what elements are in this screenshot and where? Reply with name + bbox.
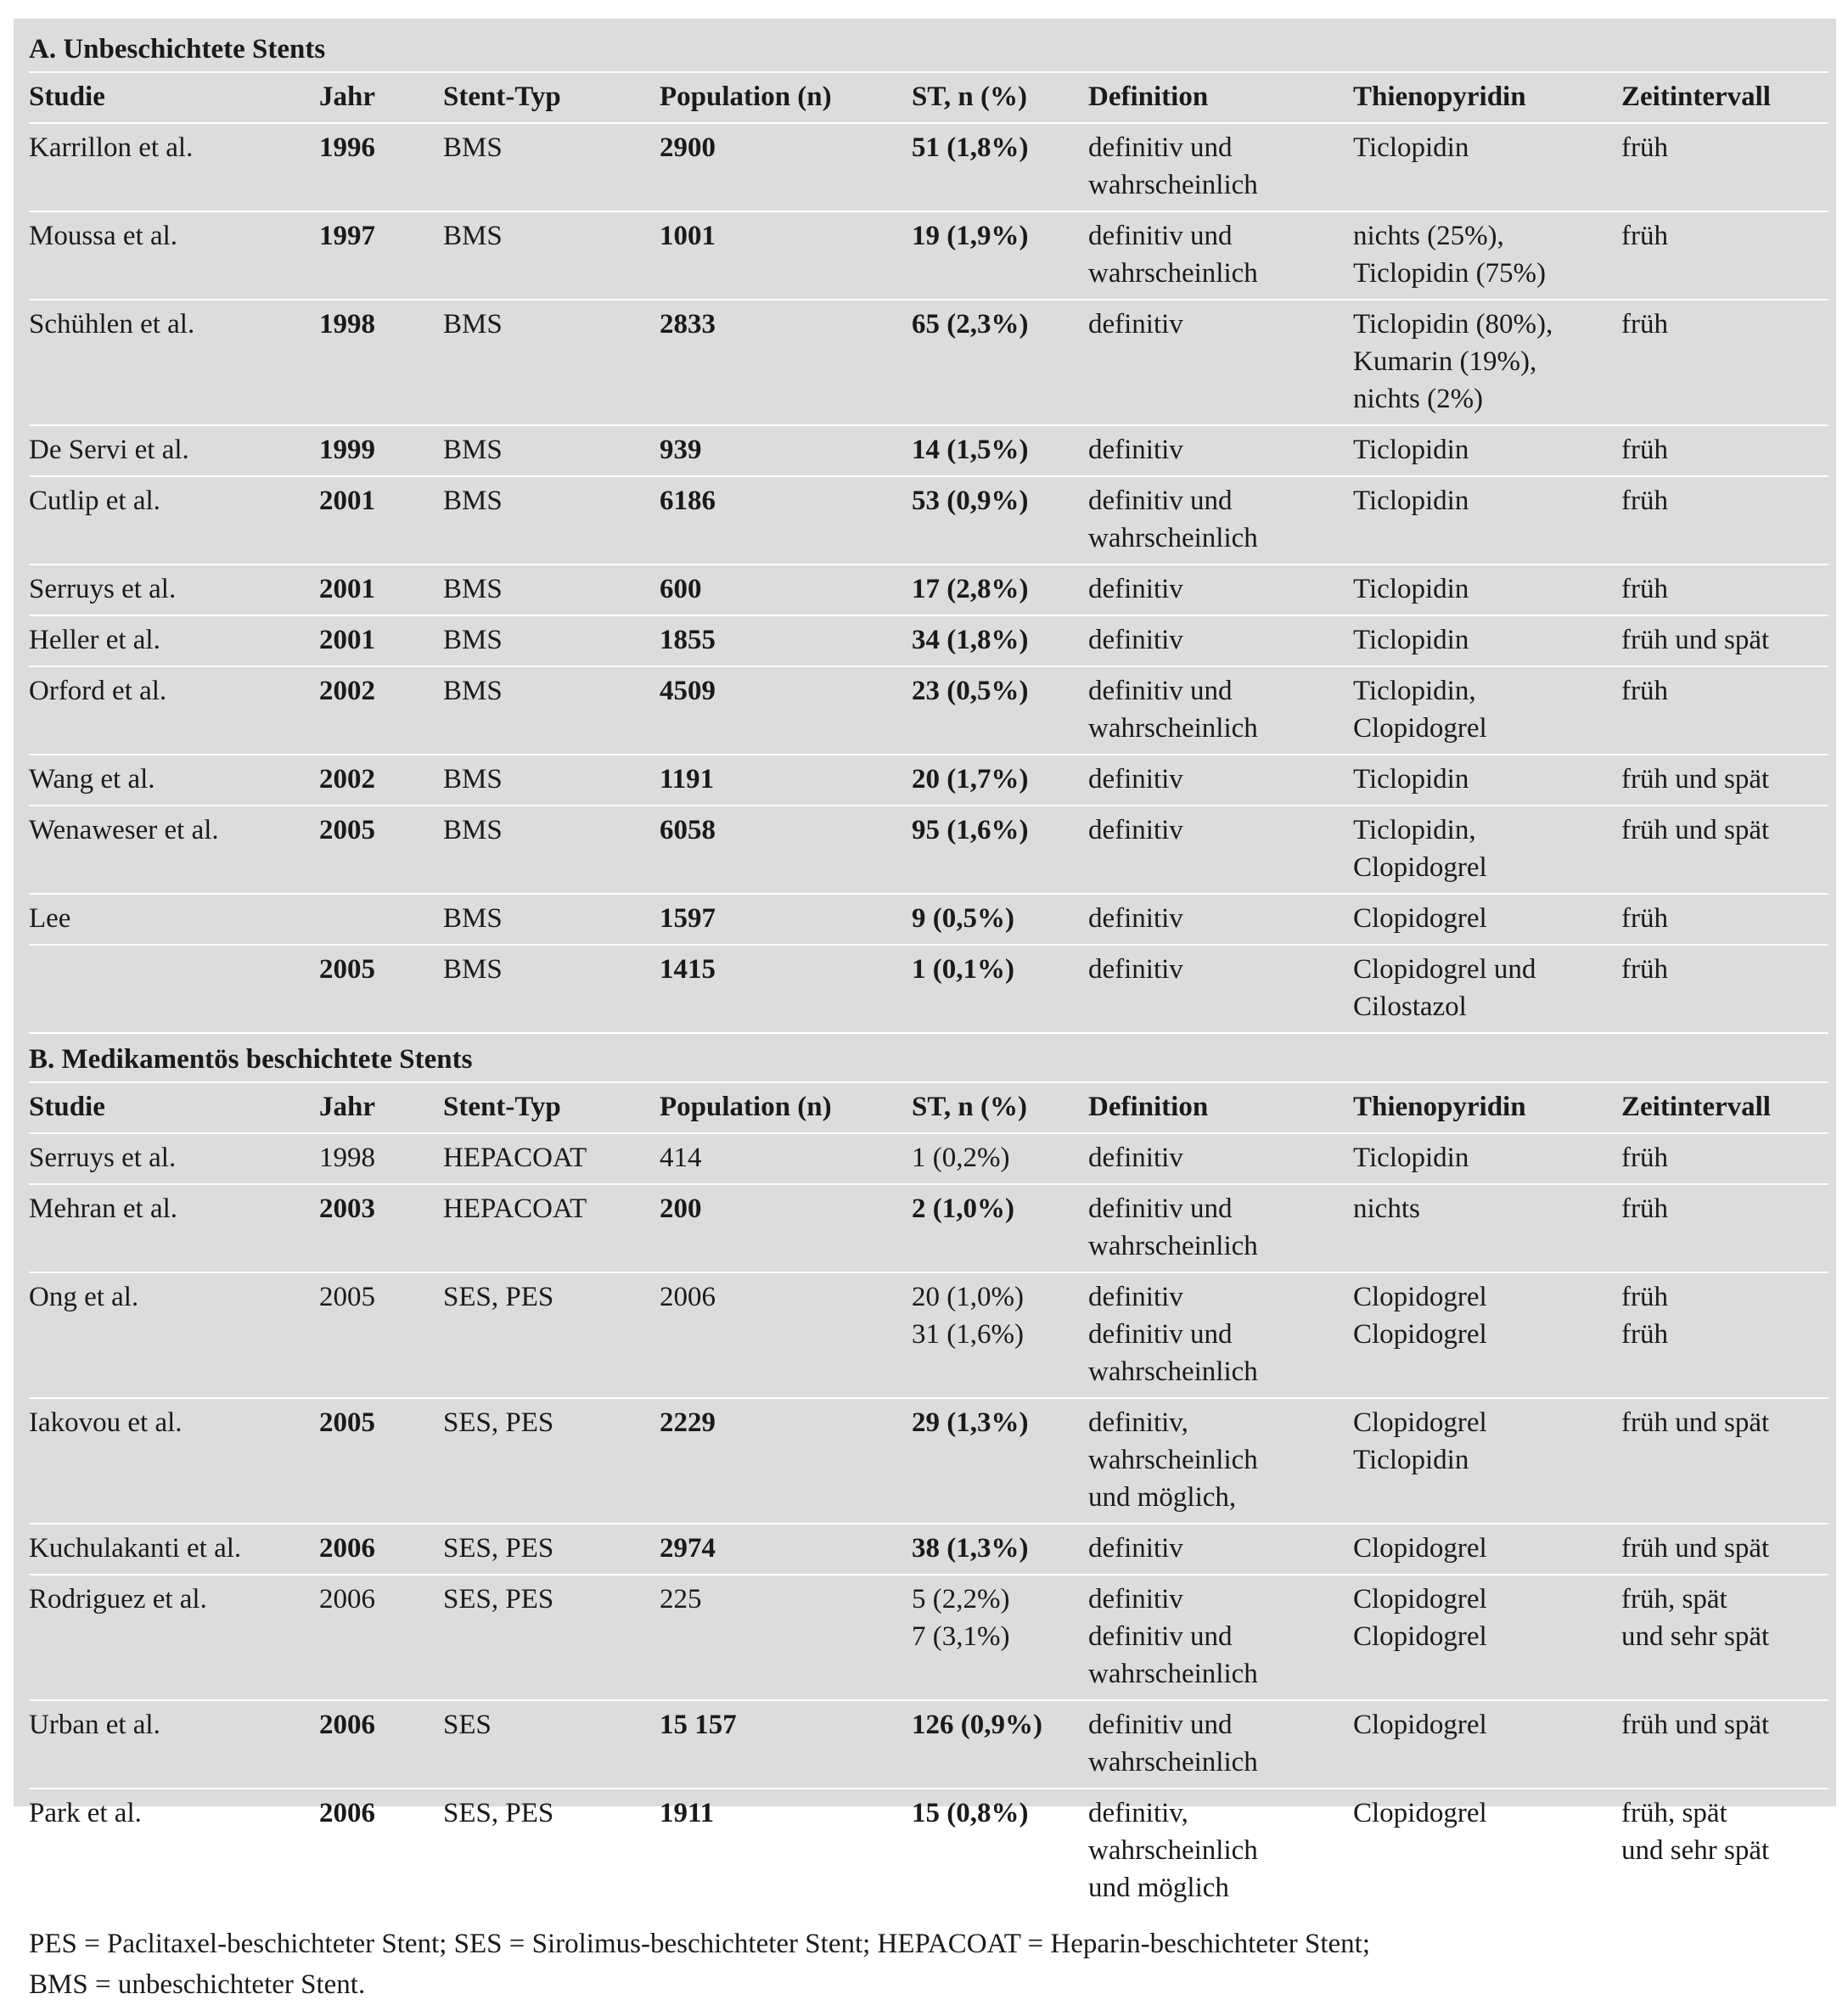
footnote-line-2: BMS = unbeschichteter Stent. bbox=[29, 1969, 366, 2000]
section-b-title: B. Medikamentös beschichtete Stents bbox=[29, 1033, 1828, 1082]
cell-stent-typ: BMS bbox=[443, 806, 660, 894]
cell-definition: definitiv bbox=[1088, 564, 1353, 615]
table-row bbox=[29, 945, 1828, 1033]
header-population: Population (n) bbox=[660, 1082, 912, 1133]
cell-studie: De Servi et al. bbox=[29, 425, 319, 476]
cell-st-count: 15 (0,8%) bbox=[912, 1789, 1088, 1914]
cell-thienopyridin: nichts bbox=[1353, 1184, 1621, 1272]
header-definition: Definition bbox=[1088, 1082, 1353, 1133]
section-b-row bbox=[29, 1033, 1828, 1082]
table-row bbox=[29, 806, 1828, 894]
cell-definition: definitiv bbox=[1088, 425, 1353, 476]
cell-jahr: 2005 bbox=[319, 1272, 443, 1398]
cell-st-count: 53 (0,9%) bbox=[912, 476, 1088, 564]
cell-thienopyridin: Clopidogrel Clopidogrel bbox=[1353, 1272, 1621, 1398]
cell-zeitintervall: früh bbox=[1621, 425, 1828, 476]
cell-thienopyridin: Ticlopidin bbox=[1353, 123, 1621, 211]
header-zeitintervall: Zeitintervall bbox=[1621, 1082, 1828, 1133]
cell-studie: Lee bbox=[29, 894, 319, 945]
cell-zeitintervall: früh und spät bbox=[1621, 1700, 1828, 1789]
cell-st-count: 5 (2,2%) 7 (3,1%) bbox=[912, 1575, 1088, 1700]
table-row bbox=[29, 123, 1828, 211]
cell-zeitintervall: früh bbox=[1621, 1133, 1828, 1184]
cell-stent-typ: BMS bbox=[443, 755, 660, 806]
cell-population: 15 157 bbox=[660, 1700, 912, 1789]
cell-jahr: 2001 bbox=[319, 615, 443, 666]
cell-zeitintervall: früh und spät bbox=[1621, 755, 1828, 806]
cell-studie: Cutlip et al. bbox=[29, 476, 319, 564]
cell-population: 414 bbox=[660, 1133, 912, 1184]
cell-jahr: 2002 bbox=[319, 755, 443, 806]
cell-population: 939 bbox=[660, 425, 912, 476]
cell-jahr: 2006 bbox=[319, 1524, 443, 1575]
cell-studie: Serruys et al. bbox=[29, 1133, 319, 1184]
cell-zeitintervall: früh bbox=[1621, 564, 1828, 615]
footnote bbox=[29, 1915, 1821, 2005]
cell-definition: definitiv bbox=[1088, 806, 1353, 894]
header-studie: Studie bbox=[29, 72, 319, 123]
cell-definition: definitiv und wahrscheinlich bbox=[1088, 123, 1353, 211]
cell-studie: Ong et al. bbox=[29, 1272, 319, 1398]
cell-population: 1001 bbox=[660, 211, 912, 300]
header-stent-typ: Stent-Typ bbox=[443, 72, 660, 123]
cell-stent-typ: HEPACOAT bbox=[443, 1184, 660, 1272]
cell-studie: Wenaweser et al. bbox=[29, 806, 319, 894]
cell-zeitintervall: früh bbox=[1621, 945, 1828, 1033]
cell-population: 200 bbox=[660, 1184, 912, 1272]
cell-jahr: 2006 bbox=[319, 1575, 443, 1700]
cell-zeitintervall: früh und spät bbox=[1621, 1524, 1828, 1575]
cell-zeitintervall: früh und spät bbox=[1621, 615, 1828, 666]
cell-st-count: 20 (1,7%) bbox=[912, 755, 1088, 806]
cell-jahr: 2005 bbox=[319, 806, 443, 894]
cell-thienopyridin: Ticlopidin bbox=[1353, 425, 1621, 476]
cell-studie: Urban et al. bbox=[29, 1700, 319, 1789]
cell-st-count: 9 (0,5%) bbox=[912, 894, 1088, 945]
header-row-a bbox=[29, 72, 1828, 123]
cell-population: 2229 bbox=[660, 1398, 912, 1524]
cell-stent-typ: BMS bbox=[443, 425, 660, 476]
cell-thienopyridin: Ticlopidin bbox=[1353, 615, 1621, 666]
cell-studie: Schühlen et al. bbox=[29, 300, 319, 425]
cell-definition: definitiv und wahrscheinlich bbox=[1088, 476, 1353, 564]
cell-zeitintervall: früh bbox=[1621, 476, 1828, 564]
cell-definition: definitiv, wahrscheinlich und möglich bbox=[1088, 1789, 1353, 1914]
cell-st-count: 14 (1,5%) bbox=[912, 425, 1088, 476]
cell-jahr: 2001 bbox=[319, 476, 443, 564]
cell-population: 4509 bbox=[660, 666, 912, 755]
cell-thienopyridin: Ticlopidin bbox=[1353, 755, 1621, 806]
cell-zeitintervall: früh bbox=[1621, 894, 1828, 945]
cell-jahr: 1998 bbox=[319, 1133, 443, 1184]
table-row bbox=[29, 476, 1828, 564]
cell-zeitintervall: früh bbox=[1621, 1184, 1828, 1272]
cell-zeitintervall: früh und spät bbox=[1621, 1398, 1828, 1524]
cell-population: 2006 bbox=[660, 1272, 912, 1398]
cell-stent-typ: BMS bbox=[443, 615, 660, 666]
table-row bbox=[29, 666, 1828, 755]
cell-population: 1597 bbox=[660, 894, 912, 945]
header-st-count: ST, n (%) bbox=[912, 72, 1088, 123]
cell-st-count: 19 (1,9%) bbox=[912, 211, 1088, 300]
cell-studie: Mehran et al. bbox=[29, 1184, 319, 1272]
cell-studie: Kuchulakanti et al. bbox=[29, 1524, 319, 1575]
cell-definition: definitiv bbox=[1088, 755, 1353, 806]
footnote-line-1: PES = Paclitaxel-beschichteter Stent; SES = Sirolimus-beschichteter Stent; HEPACOAT = Heparin-beschichteter Stent; bbox=[29, 1929, 1370, 1959]
table-row bbox=[29, 300, 1828, 425]
header-stent-typ: Stent-Typ bbox=[443, 1082, 660, 1133]
cell-thienopyridin: Ticlopidin bbox=[1353, 564, 1621, 615]
cell-stent-typ: SES, PES bbox=[443, 1575, 660, 1700]
header-zeitintervall: Zeitintervall bbox=[1621, 72, 1828, 123]
table-row bbox=[29, 564, 1828, 615]
cell-st-count: 51 (1,8%) bbox=[912, 123, 1088, 211]
cell-stent-typ: BMS bbox=[443, 564, 660, 615]
header-thienopyridin: Thienopyridin bbox=[1353, 1082, 1621, 1133]
cell-jahr: 2005 bbox=[319, 1398, 443, 1524]
cell-jahr: 2005 bbox=[319, 945, 443, 1033]
header-thienopyridin: Thienopyridin bbox=[1353, 72, 1621, 123]
table-row bbox=[29, 1184, 1828, 1272]
table-row bbox=[29, 425, 1828, 476]
cell-jahr: 1997 bbox=[319, 211, 443, 300]
cell-jahr: 2006 bbox=[319, 1789, 443, 1914]
cell-population: 1911 bbox=[660, 1789, 912, 1914]
cell-thienopyridin: Clopidogrel bbox=[1353, 1524, 1621, 1575]
cell-jahr: 1996 bbox=[319, 123, 443, 211]
cell-thienopyridin: Clopidogrel Clopidogrel bbox=[1353, 1575, 1621, 1700]
cell-population: 1855 bbox=[660, 615, 912, 666]
cell-st-count: 1 (0,1%) bbox=[912, 945, 1088, 1033]
stent-thrombosis-table bbox=[29, 24, 1828, 1915]
cell-st-count: 20 (1,0%) 31 (1,6%) bbox=[912, 1272, 1088, 1398]
cell-thienopyridin: Ticlopidin bbox=[1353, 1133, 1621, 1184]
section-a-row bbox=[29, 24, 1828, 72]
cell-population: 2974 bbox=[660, 1524, 912, 1575]
cell-thienopyridin: Ticlopidin (80%), Kumarin (19%), nichts (2%) bbox=[1353, 300, 1621, 425]
cell-population: 1191 bbox=[660, 755, 912, 806]
header-st-count: ST, n (%) bbox=[912, 1082, 1088, 1133]
cell-studie: Park et al. bbox=[29, 1789, 319, 1914]
cell-thienopyridin: Ticlopidin, Clopidogrel bbox=[1353, 806, 1621, 894]
table-row bbox=[29, 1700, 1828, 1789]
cell-definition: definitiv und wahrscheinlich bbox=[1088, 1184, 1353, 1272]
cell-thienopyridin: nichts (25%), Ticlopidin (75%) bbox=[1353, 211, 1621, 300]
cell-stent-typ: BMS bbox=[443, 300, 660, 425]
cell-st-count: 34 (1,8%) bbox=[912, 615, 1088, 666]
cell-thienopyridin: Clopidogrel und Cilostazol bbox=[1353, 945, 1621, 1033]
cell-thienopyridin: Clopidogrel bbox=[1353, 894, 1621, 945]
cell-definition: definitiv bbox=[1088, 615, 1353, 666]
cell-definition: definitiv und wahrscheinlich bbox=[1088, 666, 1353, 755]
cell-studie: Rodriguez et al. bbox=[29, 1575, 319, 1700]
cell-definition: definitiv bbox=[1088, 1133, 1353, 1184]
header-studie: Studie bbox=[29, 1082, 319, 1133]
cell-thienopyridin: Ticlopidin, Clopidogrel bbox=[1353, 666, 1621, 755]
cell-stent-typ: SES, PES bbox=[443, 1272, 660, 1398]
cell-definition: definitiv definitiv und wahrscheinlich bbox=[1088, 1272, 1353, 1398]
cell-zeitintervall: früh, spät und sehr spät bbox=[1621, 1789, 1828, 1914]
cell-definition: definitiv definitiv und wahrscheinlich bbox=[1088, 1575, 1353, 1700]
cell-population: 1415 bbox=[660, 945, 912, 1033]
cell-studie: Moussa et al. bbox=[29, 211, 319, 300]
cell-st-count: 38 (1,3%) bbox=[912, 1524, 1088, 1575]
cell-zeitintervall: früh, spät und sehr spät bbox=[1621, 1575, 1828, 1700]
cell-definition: definitiv bbox=[1088, 300, 1353, 425]
cell-studie: Serruys et al. bbox=[29, 564, 319, 615]
cell-studie: Iakovou et al. bbox=[29, 1398, 319, 1524]
cell-thienopyridin: Clopidogrel bbox=[1353, 1789, 1621, 1914]
header-jahr: Jahr bbox=[319, 1082, 443, 1133]
cell-jahr: 2001 bbox=[319, 564, 443, 615]
table-row bbox=[29, 211, 1828, 300]
cell-definition: definitiv und wahrscheinlich bbox=[1088, 1700, 1353, 1789]
cell-population: 225 bbox=[660, 1575, 912, 1700]
cell-jahr: 1998 bbox=[319, 300, 443, 425]
table-row bbox=[29, 1575, 1828, 1700]
cell-population: 2833 bbox=[660, 300, 912, 425]
cell-st-count: 95 (1,6%) bbox=[912, 806, 1088, 894]
cell-zeitintervall: früh und spät bbox=[1621, 806, 1828, 894]
cell-zeitintervall: früh bbox=[1621, 211, 1828, 300]
cell-stent-typ: HEPACOAT bbox=[443, 1133, 660, 1184]
stent-thrombosis-table-panel bbox=[14, 19, 1836, 2000]
cell-stent-typ: BMS bbox=[443, 894, 660, 945]
cell-st-count: 65 (2,3%) bbox=[912, 300, 1088, 425]
cell-zeitintervall: früh früh bbox=[1621, 1272, 1828, 1398]
cell-jahr: 2006 bbox=[319, 1700, 443, 1789]
cell-thienopyridin: Clopidogrel bbox=[1353, 1700, 1621, 1789]
cell-definition: definitiv, wahrscheinlich und möglich, bbox=[1088, 1398, 1353, 1524]
cell-stent-typ: SES, PES bbox=[443, 1789, 660, 1914]
cell-studie: Karrillon et al. bbox=[29, 123, 319, 211]
table-row bbox=[29, 894, 1828, 945]
cell-jahr bbox=[319, 894, 443, 945]
cell-definition: definitiv bbox=[1088, 894, 1353, 945]
table-row bbox=[29, 1524, 1828, 1575]
cell-st-count: 29 (1,3%) bbox=[912, 1398, 1088, 1524]
cell-stent-typ: SES bbox=[443, 1700, 660, 1789]
cell-jahr: 2003 bbox=[319, 1184, 443, 1272]
table-row bbox=[29, 1272, 1828, 1398]
cell-stent-typ: BMS bbox=[443, 945, 660, 1033]
cell-definition: definitiv bbox=[1088, 1524, 1353, 1575]
cell-population: 6186 bbox=[660, 476, 912, 564]
header-jahr: Jahr bbox=[319, 72, 443, 123]
cell-st-count: 23 (0,5%) bbox=[912, 666, 1088, 755]
cell-stent-typ: SES, PES bbox=[443, 1524, 660, 1575]
cell-zeitintervall: früh bbox=[1621, 300, 1828, 425]
header-population: Population (n) bbox=[660, 72, 912, 123]
cell-studie bbox=[29, 945, 319, 1033]
cell-studie: Orford et al. bbox=[29, 666, 319, 755]
cell-zeitintervall: früh bbox=[1621, 123, 1828, 211]
table-row bbox=[29, 1398, 1828, 1524]
cell-stent-typ: BMS bbox=[443, 476, 660, 564]
cell-definition: definitiv bbox=[1088, 945, 1353, 1033]
cell-studie: Wang et al. bbox=[29, 755, 319, 806]
cell-jahr: 1999 bbox=[319, 425, 443, 476]
cell-thienopyridin: Clopidogrel Ticlopidin bbox=[1353, 1398, 1621, 1524]
cell-jahr: 2002 bbox=[319, 666, 443, 755]
cell-zeitintervall: früh bbox=[1621, 666, 1828, 755]
header-row-b bbox=[29, 1082, 1828, 1133]
table-row bbox=[29, 1789, 1828, 1914]
cell-st-count: 126 (0,9%) bbox=[912, 1700, 1088, 1789]
cell-population: 600 bbox=[660, 564, 912, 615]
cell-definition: definitiv und wahrscheinlich bbox=[1088, 211, 1353, 300]
table-row bbox=[29, 615, 1828, 666]
cell-stent-typ: SES, PES bbox=[443, 1398, 660, 1524]
cell-stent-typ: BMS bbox=[443, 211, 660, 300]
cell-st-count: 2 (1,0%) bbox=[912, 1184, 1088, 1272]
section-a-title: A. Unbeschichtete Stents bbox=[29, 24, 1828, 72]
cell-st-count: 17 (2,8%) bbox=[912, 564, 1088, 615]
cell-stent-typ: BMS bbox=[443, 666, 660, 755]
table-row bbox=[29, 1133, 1828, 1184]
cell-studie: Heller et al. bbox=[29, 615, 319, 666]
cell-population: 2900 bbox=[660, 123, 912, 211]
table-row bbox=[29, 755, 1828, 806]
cell-population: 6058 bbox=[660, 806, 912, 894]
header-definition: Definition bbox=[1088, 72, 1353, 123]
cell-thienopyridin: Ticlopidin bbox=[1353, 476, 1621, 564]
cell-stent-typ: BMS bbox=[443, 123, 660, 211]
cell-st-count: 1 (0,2%) bbox=[912, 1133, 1088, 1184]
